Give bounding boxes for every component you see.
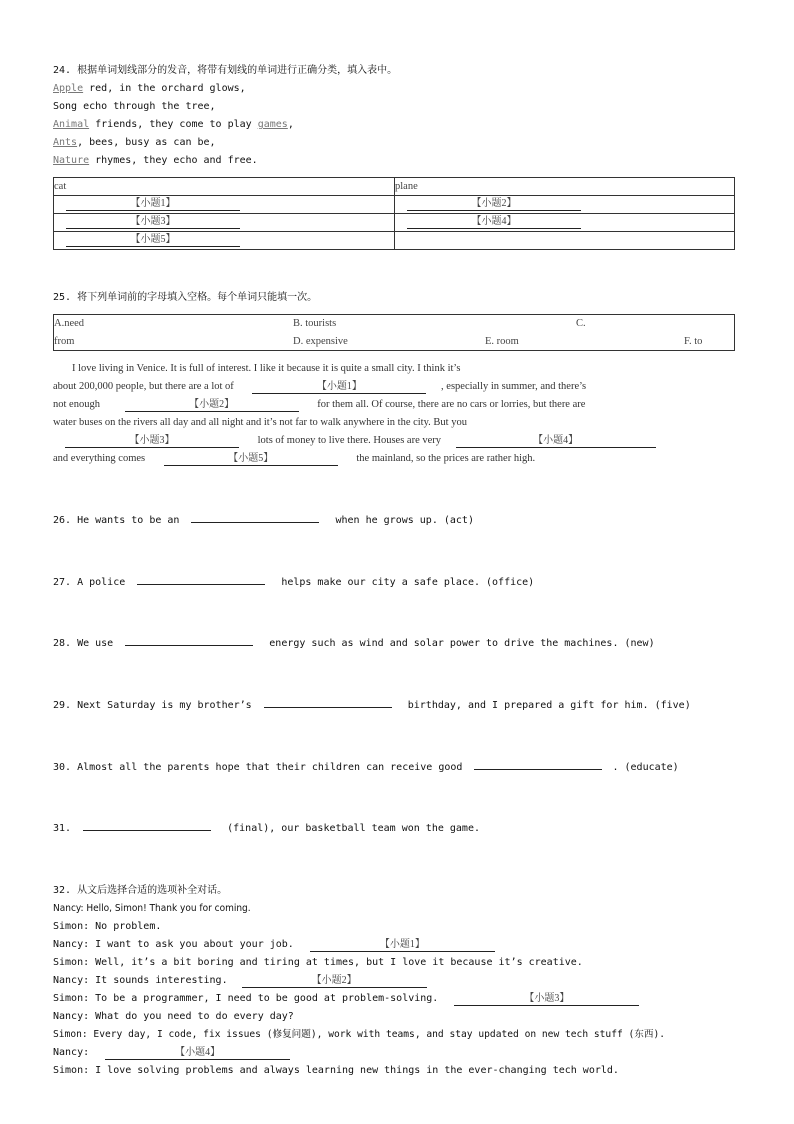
table-cell [395, 214, 735, 232]
passage-blank-2[interactable]: 【小题2】 [125, 399, 299, 412]
q28-line [53, 637, 655, 651]
poem-text: red, in the orchard glows, [83, 83, 246, 94]
dialogue-line-3 [53, 938, 495, 952]
passage-line-2 [53, 380, 586, 394]
dialogue-blank-4[interactable]: 【小题4】 [105, 1047, 290, 1060]
option-b: B. tourists [293, 318, 337, 329]
q27-blank[interactable] [137, 584, 265, 585]
poem-line-3 [53, 118, 294, 132]
q24-title: 24. 根据单词划线部分的发音，将带有划线的单词进行正确分类，填入表中。 [53, 65, 398, 76]
dialogue-line-4: Simon: Well, it’s a bit boring and tiring at times, but I love it because it’s creative. [53, 957, 583, 968]
question-text: 29. Next Saturday is my brother’s [53, 700, 252, 711]
dialogue-line-1: Nancy: Hello, Simon! Thank you for coming. [53, 903, 251, 914]
classification-table [53, 177, 735, 250]
poem-line-5 [53, 154, 258, 168]
dialogue-line-10: Simon: I love solving problems and always learning new things in the ever-changing tech world. [53, 1065, 619, 1076]
poem-text: , [287, 119, 294, 130]
dialogue-text: Simon: To be a programmer, I need to be good at problem-solving. [53, 993, 439, 1004]
passage-blank-3[interactable]: 【小题3】 [65, 435, 239, 448]
passage-line-1: I love living in Venice. It is full of interest. I like it because it is quite a small city. I think it’s [72, 363, 461, 374]
dialogue-blank-1[interactable]: 【小题1】 [310, 939, 495, 952]
passage-line-3 [53, 398, 585, 412]
passage-text: the mainland, so the prices are rather high. [356, 453, 536, 464]
option-e: E. room [485, 336, 519, 347]
dialogue-line-6 [53, 992, 639, 1006]
poem-text: , bees, busy as can be, [77, 137, 216, 148]
poem-text: rhymes, they echo and free. [89, 155, 258, 166]
question-text: 31. [53, 823, 72, 834]
option-f: F. to [684, 336, 703, 347]
dialogue-blank-3[interactable]: 【小题3】 [454, 993, 639, 1006]
q27-line [53, 576, 534, 590]
passage-blank-5[interactable]: 【小题5】 [164, 453, 338, 466]
passage-line-6 [53, 452, 535, 466]
q31-line [53, 822, 480, 836]
table-cell [54, 214, 395, 232]
table-cell [395, 196, 735, 214]
q31-blank[interactable] [83, 830, 211, 831]
dialogue-line-7: Nancy: What do you need to do every day? [53, 1011, 294, 1022]
dialogue-line-2: Simon: No problem. [53, 921, 162, 932]
dialogue-line-9 [53, 1046, 290, 1060]
dialogue-text: Nancy: [53, 1047, 90, 1058]
q28-blank[interactable] [125, 645, 253, 646]
underlined-word: Apple [53, 83, 84, 94]
table-header-cat: cat [54, 178, 395, 196]
answer-blank-1[interactable]: 【小题1】 [66, 198, 240, 211]
passage-blank-4[interactable]: 【小题4】 [456, 435, 656, 448]
passage-text: about 200,000 people, but there are a lot of [53, 381, 234, 392]
passage-text: , especially in summer, and there’s [441, 381, 587, 392]
passage-blank-1[interactable]: 【小题1】 [252, 381, 426, 394]
question-text: 26. He wants to be an [53, 515, 180, 526]
passage-text: not enough [53, 399, 100, 410]
question-text: 30. Almost all the parents hope that their children can receive good [53, 762, 463, 773]
q30-blank[interactable] [474, 769, 602, 770]
question-text: helps make our city a safe place. (office) [281, 577, 535, 588]
option-d: D. expensive [293, 336, 348, 347]
dialogue-text: Nancy: I want to ask you about your job. [53, 939, 294, 950]
dialogue-line-8: Simon: Every day, I code, fix issues (修复问题), work with teams, and stay updated on new tech stuff (东西). [53, 1029, 666, 1040]
answer-blank-4[interactable]: 【小题4】 [407, 216, 581, 229]
table-cell [54, 232, 395, 250]
underlined-word: Animal [53, 119, 90, 130]
underlined-word: games [257, 119, 288, 130]
q32-title: 32. 从文后选择合适的选项补全对话。 [53, 885, 228, 896]
underlined-word: Ants [53, 137, 78, 148]
question-text: . (educate) [612, 762, 679, 773]
poem-text: friends, they come to play [89, 119, 258, 130]
table-cell [395, 232, 735, 250]
answer-blank-3[interactable]: 【小题3】 [66, 216, 240, 229]
question-text: when he grows up. (act) [335, 515, 474, 526]
poem-line-2 [53, 100, 216, 114]
poem-line-1 [53, 82, 246, 96]
question-text: energy such as wind and solar power to drive the machines. (new) [269, 638, 655, 649]
dialogue-line-5 [53, 974, 427, 988]
question-text: birthday, and I prepared a gift for him. (five) [407, 700, 691, 711]
passage-line-4: water buses on the rivers all day and all night and it’s not far to walk anywhere in the city. But you [53, 417, 467, 428]
poem-text: Song echo through the tree, [53, 101, 216, 112]
word-options-box [53, 314, 735, 351]
q30-line [53, 761, 679, 775]
question-text: (final), our basketball team won the game. [227, 823, 480, 834]
option-a: A.need [54, 318, 85, 329]
table-cell [54, 196, 395, 214]
passage-text: lots of money to live there. Houses are very [257, 435, 442, 446]
answer-blank-2[interactable]: 【小题2】 [407, 198, 581, 211]
poem-line-4 [53, 136, 216, 150]
dialogue-text: Nancy: It sounds interesting. [53, 975, 228, 986]
table-header-plane: plane [395, 178, 735, 196]
q25-title: 25. 将下列单词前的字母填入空格。每个单词只能填一次。 [53, 292, 318, 303]
option-c-word: from [54, 336, 75, 347]
answer-blank-5[interactable]: 【小题5】 [66, 234, 240, 247]
passage-text: and everything comes [53, 453, 146, 464]
underlined-word: Nature [53, 155, 90, 166]
q26-blank[interactable] [191, 522, 319, 523]
question-text: 27. A police [53, 577, 126, 588]
q29-blank[interactable] [264, 707, 392, 708]
option-c: C. [576, 318, 586, 329]
passage-line-5 [65, 434, 656, 448]
question-text: 28. We use [53, 638, 114, 649]
q29-line [53, 699, 691, 713]
q26-line [53, 514, 474, 528]
passage-text: for them all. Of course, there are no cars or lorries, but there are [317, 399, 586, 410]
dialogue-blank-2[interactable]: 【小题2】 [242, 975, 427, 988]
